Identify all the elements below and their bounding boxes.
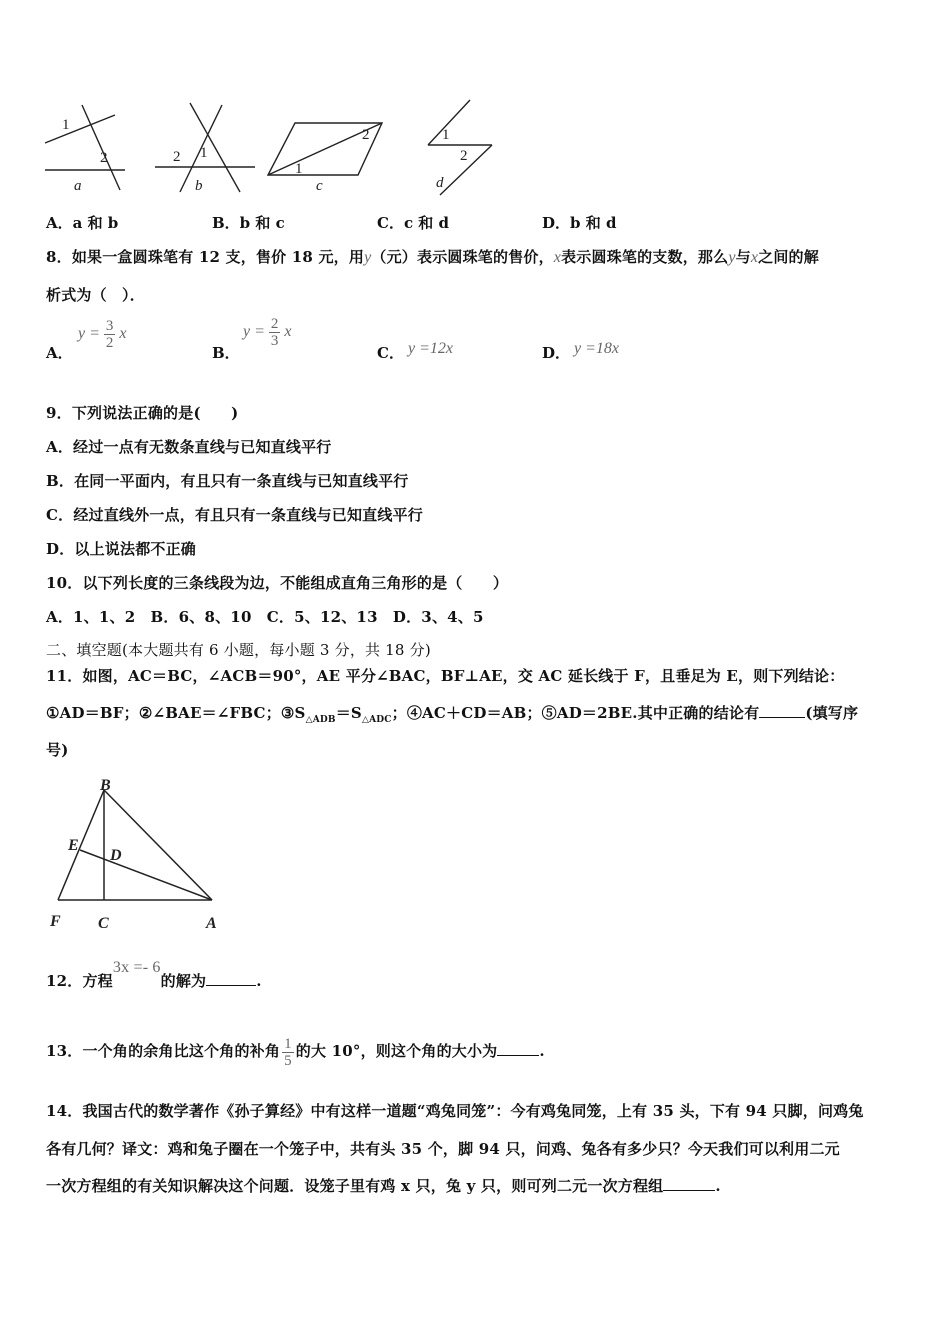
fig11-label-a: A	[206, 915, 217, 932]
fig-d-angle1: 1	[442, 127, 450, 143]
fig-b-label: b	[195, 178, 203, 194]
q9-option-d[interactable]: D．以上说法都不正确	[46, 540, 197, 558]
q8-option-c[interactable]: C．	[377, 344, 404, 362]
fig-c-angle1: 1	[295, 161, 303, 177]
fig11-label-b: B	[100, 778, 111, 794]
q7-figures	[40, 95, 510, 200]
fig-b-angle1: 1	[200, 145, 208, 161]
q14-stem-line3: 一次方程组的有关知识解决这个问题．设笼子里有鸡 x 只，兔 y 只，则可列二元一次方程组 .	[46, 1177, 721, 1195]
fig-a-angle1: 1	[62, 117, 70, 133]
q8-option-c-expr: y =12x	[408, 340, 453, 357]
q10-stem: 10．以下列长度的三条线段为边，不能组成直角三角形的是（ ）	[46, 574, 509, 592]
q7-option-d[interactable]: D．b 和 d	[542, 214, 617, 232]
q11-answer-blank[interactable]	[759, 703, 805, 718]
q8-stem-line2: 析式为（ ）．	[46, 286, 145, 304]
q9-option-b[interactable]: B．在同一平面内，有且只有一条直线与已知直线平行	[46, 472, 409, 490]
q9-stem: 9．下列说法正确的是( )	[46, 404, 239, 422]
q9-option-a[interactable]: A．经过一点有无数条直线与已知直线平行	[46, 438, 332, 456]
q7-option-a[interactable]: A．a 和 b	[46, 214, 119, 232]
q8-option-a-expr: y = $\frac{3}{2}$ x	[78, 318, 127, 351]
fig-c-angle2: 2	[362, 127, 370, 143]
q13-answer-blank[interactable]	[497, 1041, 539, 1056]
fig-d-angle2: 2	[460, 148, 468, 164]
q8-option-b[interactable]: B．	[212, 344, 240, 362]
q10-options[interactable]: A．1、1、2 B．6、8、10 C．5、12、13 D．3、4、5	[46, 608, 484, 626]
fig11-label-d: D	[110, 847, 122, 864]
q9-option-c[interactable]: C．经过直线外一点，有且只有一条直线与已知直线平行	[46, 506, 423, 524]
q7-option-c[interactable]: C．c 和 d	[377, 214, 450, 232]
section-2-heading: 二、填空题(本大题共有 6 小题，每小题 3 分，共 18 分)	[46, 641, 431, 659]
q8-option-a[interactable]: A．	[46, 344, 73, 362]
q8-option-d-expr: y =18x	[574, 340, 619, 357]
fig11-label-c: C	[98, 915, 109, 932]
q12-answer-blank[interactable]	[206, 971, 256, 986]
fig11-label-f: F	[50, 913, 61, 930]
q8-option-d[interactable]: D．	[542, 344, 571, 362]
q14-stem-line1: 14．我国古代的数学著作《孙子算经》中有这样一道题“鸡兔同笼”：今有鸡兔同笼，上有 35 头，下有 94 只脚，问鸡兔	[46, 1102, 864, 1120]
q8-stem: 8．如果一盒圆珠笔有 12 支，售价 18 元，用y（元）表示圆珠笔的售价，x表示圆珠笔的支数，那么y与x之间的解	[46, 248, 819, 266]
q11-stem: 11．如图，AC＝BC，∠ACB＝90°，AE 平分∠BAC，BF⊥AE，交 AC 延长线于 F，且垂足为 E，则下列结论：	[46, 667, 845, 685]
fig-d-label: d	[436, 175, 444, 191]
fig-b-angle2: 2	[173, 149, 181, 165]
fig-c-label: c	[316, 178, 323, 194]
q14-answer-blank[interactable]	[663, 1176, 715, 1191]
q7-option-b[interactable]: B．b 和 c	[212, 214, 285, 232]
q11-figure	[44, 778, 234, 938]
fig11-label-e: E	[68, 837, 79, 854]
q8-option-b-expr: y = $\frac{2}{3}$ x	[243, 316, 292, 349]
q11-stem-line3: 号)	[46, 741, 69, 759]
q13-stem: 13．一个角的余角比这个角的补角 $\frac{1}{5}$ 的大 10°，则这个角的大小为 .	[46, 1035, 545, 1069]
q14-stem-line2: 各有几何？译文：鸡和兔子圈在一个笼子中，共有头 35 个，脚 94 只，问鸡、兔各有多少只？今天我们可以利用二元	[46, 1140, 840, 1158]
q11-stem-line2: ①AD＝BF；②∠BAE＝∠FBC；$③S_{\triangle ADB}=S_{\triangle ADC}$；④AC＋CD＝AB；⑤AD＝2BE.其中正确的结论有 (填写序	[46, 704, 859, 725]
fig-a-angle2: 2	[100, 150, 108, 166]
q12-stem: 12．方程3x =- 6的解为 .	[46, 959, 262, 990]
fig-a-label: a	[74, 178, 82, 194]
